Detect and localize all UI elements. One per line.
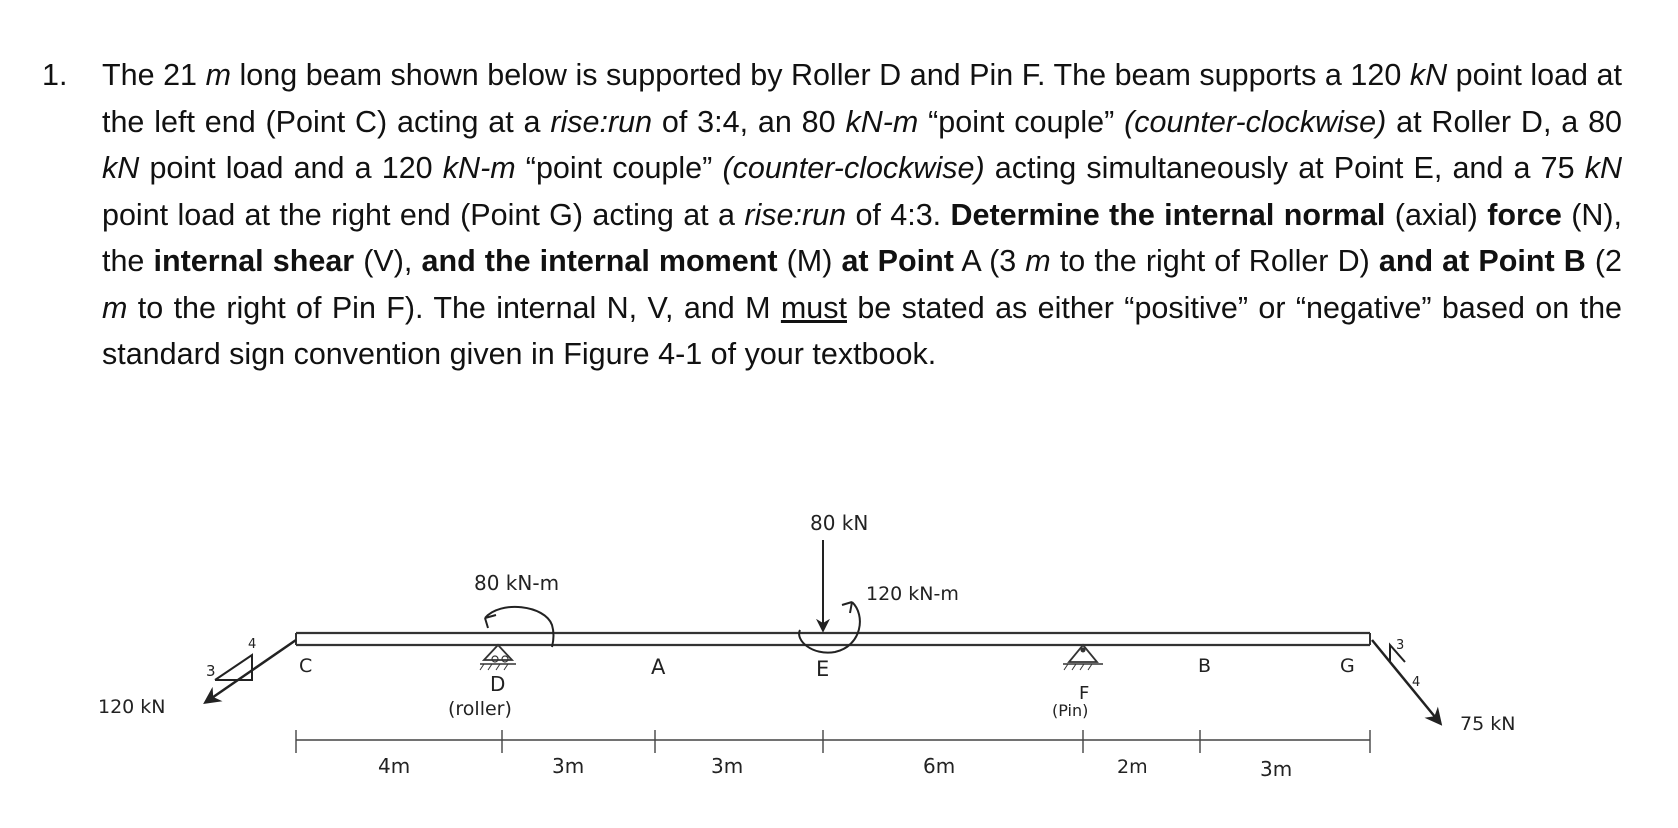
pin-label: (Pin) — [1052, 701, 1089, 720]
pin-hatch — [1072, 664, 1076, 670]
text-segment: point load and a 120 — [139, 151, 443, 185]
underlined-must: must — [780, 290, 847, 325]
dim-ef-label: 6m — [923, 754, 956, 778]
point-e-label: E — [816, 657, 830, 681]
left-point-load — [98, 637, 296, 718]
roller-wheel — [492, 656, 498, 662]
problem-text — [102, 52, 1622, 378]
beam-figure — [0, 440, 1678, 828]
point-f-label: F — [1079, 683, 1090, 704]
point-b-label: B — [1198, 655, 1212, 677]
roller-label: (roller) — [448, 698, 512, 720]
point-d-label: D — [490, 672, 506, 696]
pin-hatch — [1064, 664, 1068, 670]
couple-d-arrowhead — [485, 615, 496, 628]
bold-instruction: Determine the internal normal — [950, 197, 1386, 232]
dim-ae-label: 3m — [711, 754, 744, 778]
load-e-label: 80 kN — [810, 511, 869, 535]
text-segment: to the right of Roller D) — [1050, 244, 1379, 278]
couple-d-arc — [485, 607, 554, 647]
pin-hatch — [1088, 664, 1092, 670]
pin-joint — [1081, 648, 1086, 653]
roller-wheel — [502, 656, 508, 662]
text-segment: acting simultaneously at Point E, and a 75 — [984, 151, 1585, 185]
text-segment: of 3:4, an 80 — [652, 104, 846, 139]
point-g-label: G — [1340, 655, 1355, 677]
couple-d-label: 80 kN-m — [474, 571, 560, 595]
text-segment: be stated as either “positive” or “negative” based on the standard sign convention given in Figure 4-1 of your textbook. — [102, 290, 1622, 371]
bold-instruction: internal shear — [153, 244, 355, 278]
counter-clockwise-term: (counter-clockwise) — [1124, 104, 1387, 139]
problem-number: 1. — [42, 58, 68, 92]
text-segment: long beam shown below is supported by Roller D and Pin F. The beam supports a 120 — [230, 58, 1410, 92]
point-a-label: A — [651, 655, 666, 679]
text-segment: (M) — [777, 244, 842, 278]
text-segment: A (3 — [953, 244, 1026, 278]
unit-m: m — [205, 58, 231, 92]
text-segment: of 4:3. — [846, 197, 951, 232]
right-slope-rise: 3 — [1396, 638, 1405, 653]
right-load-label: 75 kN — [1460, 713, 1516, 735]
roller-hatch — [504, 664, 508, 670]
counter-clockwise-term: (counter-clockwise) — [722, 151, 985, 185]
pin-support — [1052, 645, 1103, 720]
couple-e-arrowhead — [842, 602, 852, 613]
unit-knm: kN-m — [442, 151, 516, 185]
bold-instruction: and the internal moment — [421, 244, 778, 278]
left-load-label: 120 kN — [98, 696, 166, 718]
text-segment: point load at the left end (Point C) acting at a — [102, 58, 1622, 139]
right-slope-run: 4 — [1412, 675, 1421, 690]
roller-support — [448, 645, 516, 720]
dim-fb-label: 2m — [1117, 756, 1148, 778]
text-segment: “point couple” — [515, 151, 723, 185]
pin-hatch — [1080, 664, 1084, 670]
roller-hatch — [488, 664, 492, 670]
unit-kn: kN — [1409, 58, 1448, 92]
left-slope-triangle — [215, 655, 252, 680]
bold-instruction: and at Point B — [1378, 244, 1586, 278]
text-segment: (axial) — [1385, 197, 1488, 232]
unit-kn: kN — [102, 151, 140, 185]
point-load-at-e — [799, 511, 959, 681]
couple-at-d — [474, 571, 559, 647]
bold-instruction: at Point — [841, 244, 954, 278]
unit-m: m — [1025, 244, 1051, 278]
dim-bg-label: 3m — [1260, 757, 1293, 781]
unit-m: m — [102, 290, 128, 325]
roller-hatch — [480, 664, 484, 670]
unit-kn: kN — [1584, 151, 1623, 185]
couple-e-label: 120 kN-m — [866, 583, 959, 605]
roller-hatch — [496, 664, 500, 670]
right-load-arrow — [1372, 640, 1440, 723]
text-segment: to the right of Pin F). The internal N, V, and M — [127, 290, 781, 325]
text-segment: (N), the — [102, 197, 1623, 278]
text-segment: (V), — [354, 244, 422, 278]
dimension-line — [296, 730, 1370, 781]
text-segment: at Roller D, a 80 — [1386, 104, 1622, 139]
unit-knm: kN-m — [845, 104, 919, 139]
text-segment: (2 — [1585, 244, 1622, 278]
point-c-label: C — [299, 655, 313, 677]
problem-statement — [42, 52, 1622, 378]
beam — [296, 633, 1370, 645]
text-segment: point load at the right end (Point G) acting at a — [102, 197, 745, 232]
left-slope-run: 4 — [248, 637, 257, 652]
text-segment: “point couple” — [918, 104, 1125, 139]
text-segment: The 21 — [102, 58, 206, 92]
rise-run-term: rise:run — [744, 197, 847, 232]
left-slope-rise: 3 — [206, 662, 216, 680]
beam-diagram — [0, 440, 1678, 828]
dim-cd-label: 4m — [378, 754, 411, 778]
dim-da-label: 3m — [552, 754, 585, 778]
right-point-load — [1340, 638, 1515, 735]
rise-run-term: rise:run — [550, 104, 653, 139]
bold-instruction: force — [1487, 197, 1562, 232]
